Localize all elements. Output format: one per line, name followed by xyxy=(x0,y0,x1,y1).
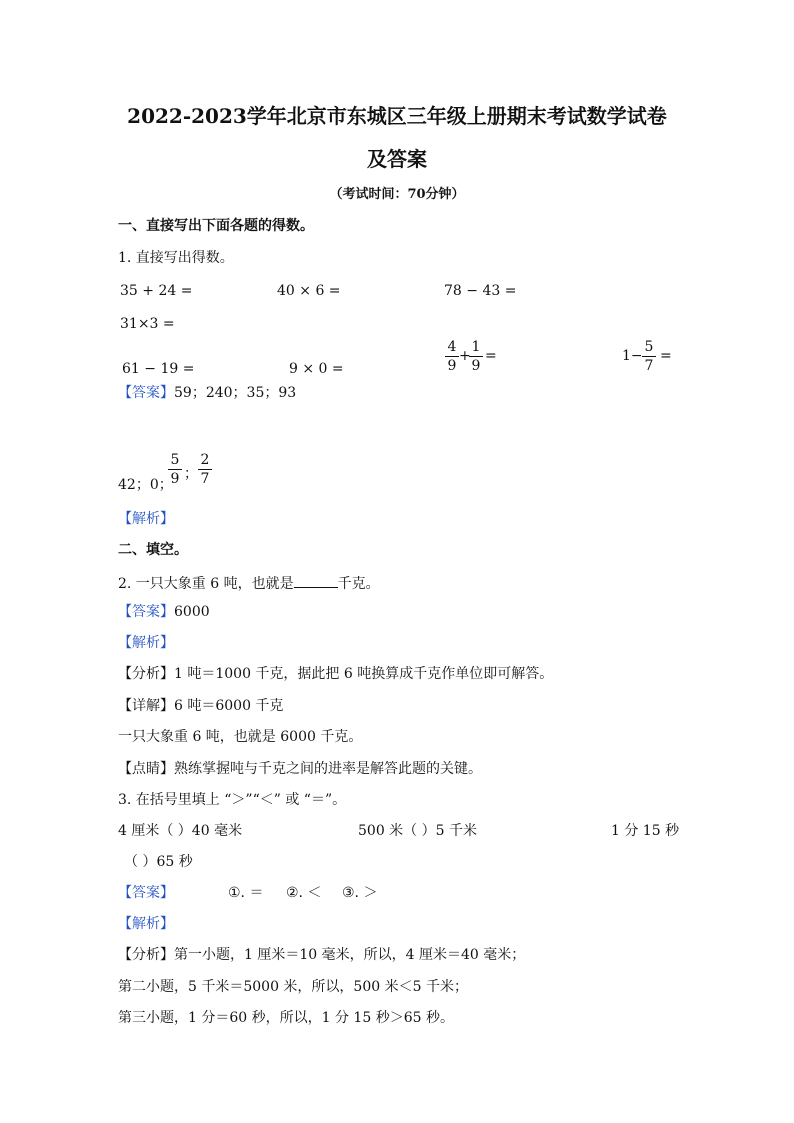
denominator: 9 xyxy=(170,471,180,487)
numerator: 5 xyxy=(644,339,654,355)
q3-stem: 3. 在括号里填上 “＞”“＜” 或 “＝”。 xyxy=(118,792,347,808)
q3-answer-2: ②. ＜ xyxy=(286,885,322,901)
q3-answer-1: ①. ＝ xyxy=(228,885,264,901)
expr-3: 78 − 43 = xyxy=(444,283,517,299)
fenxi-tag: 【分析】 xyxy=(118,666,174,682)
q3-fenxi-2: 第二小题，5 千米＝5000 米，所以，500 米＜5 千米； xyxy=(118,979,468,995)
q1-stem: 1. 直接写出得数。 xyxy=(118,250,234,266)
equals-sign: = xyxy=(660,348,672,364)
q3-item-3: 1 分 15 秒 xyxy=(611,823,680,839)
equals-sign: = xyxy=(485,348,497,364)
numerator: 4 xyxy=(447,339,457,355)
q1-answer xyxy=(118,385,296,402)
expr-4: 31×3 = xyxy=(120,316,175,332)
q2-xiangjie-2: 一只大象重 6 吨，也就是 6000 千克。 xyxy=(118,729,363,745)
page-title-line1: 2022-2023学年北京市东城区三年级上册期末考试数学试卷 xyxy=(127,104,667,128)
answer-tag: 【答案】 xyxy=(118,885,174,901)
section2-heading: 二、填空。 xyxy=(118,542,188,558)
q2-fenxi xyxy=(118,666,553,683)
answer-blank xyxy=(294,573,338,588)
q3-fenxi-3: 第三小题，1 分＝60 秒，所以，1 分 15 秒＞65 秒。 xyxy=(118,1010,454,1026)
q1-answer-line2: 42；0； xyxy=(118,477,173,493)
fenxi-text: 第一小题，1 厘米＝10 毫米，所以，4 厘米＝40 毫米； xyxy=(174,947,526,963)
answer-fraction-2 xyxy=(198,452,212,487)
q2-xiangjie xyxy=(118,698,283,715)
section1-heading: 一、直接写出下面各题的得数。 xyxy=(118,218,314,234)
fraction xyxy=(642,339,656,374)
plus-sign: + xyxy=(459,348,471,364)
expr-6: 9 × 0 = xyxy=(289,361,344,377)
dianjing-text: 熟练掌握吨与千克之间的进率是解答此题的关键。 xyxy=(174,761,482,777)
answer-tag: 【答案】 xyxy=(118,385,174,401)
fenxi-tag: 【分析】 xyxy=(118,947,174,963)
q2-stem xyxy=(118,573,380,593)
denominator: 7 xyxy=(644,358,654,374)
answer-fraction-1 xyxy=(168,452,182,487)
answer-text: 59；240；35；93 xyxy=(174,385,297,401)
answer-separator: ； xyxy=(184,466,198,482)
q3-item-2: 500 米（ ）5 千米 xyxy=(358,823,477,839)
q3-item-1: 4 厘米（ ）40 毫米 xyxy=(118,823,243,839)
exam-time: （考试时间：70分钟） xyxy=(329,187,465,202)
numerator: 2 xyxy=(200,452,210,468)
fraction xyxy=(445,339,459,374)
q3-answer xyxy=(118,885,174,902)
expr-2: 40 × 6 = xyxy=(277,283,341,299)
q1-analysis-tag: 【解析】 xyxy=(118,511,174,527)
q3-fenxi-1 xyxy=(118,947,525,964)
fenxi-text: 1 吨＝1000 千克，据此把 6 吨换算成千克作单位即可解答。 xyxy=(174,666,554,682)
q2-stem-b: 千克。 xyxy=(337,576,380,592)
denominator: 9 xyxy=(447,358,457,374)
numerator: 1 xyxy=(471,339,481,355)
page-title-line2: 及答案 xyxy=(367,147,427,171)
expr-1: 35 + 24 = xyxy=(120,283,193,299)
denominator: 9 xyxy=(471,358,481,374)
q3-answer-3: ③. ＞ xyxy=(342,885,378,901)
xiangjie-tag: 【详解】 xyxy=(118,698,174,714)
lead-term: 1− xyxy=(622,348,643,364)
xiangjie-text: 6 吨＝6000 千克 xyxy=(174,698,284,714)
q2-analysis-tag: 【解析】 xyxy=(118,635,174,651)
q3-item-3-cont: （ ）65 秒 xyxy=(124,854,193,870)
q2-answer xyxy=(118,604,210,621)
answer-text: 6000 xyxy=(174,604,210,620)
numerator: 5 xyxy=(170,452,180,468)
q3-analysis-tag: 【解析】 xyxy=(118,916,174,932)
denominator: 7 xyxy=(200,471,210,487)
q2-dianjing xyxy=(118,761,482,778)
dianjing-tag: 【点睛】 xyxy=(118,761,174,777)
answer-tag: 【答案】 xyxy=(118,604,174,620)
q2-stem-a: 2. 一只大象重 6 吨，也就是 xyxy=(118,576,294,592)
expr-5: 61 − 19 = xyxy=(122,361,195,377)
fraction xyxy=(469,339,483,374)
